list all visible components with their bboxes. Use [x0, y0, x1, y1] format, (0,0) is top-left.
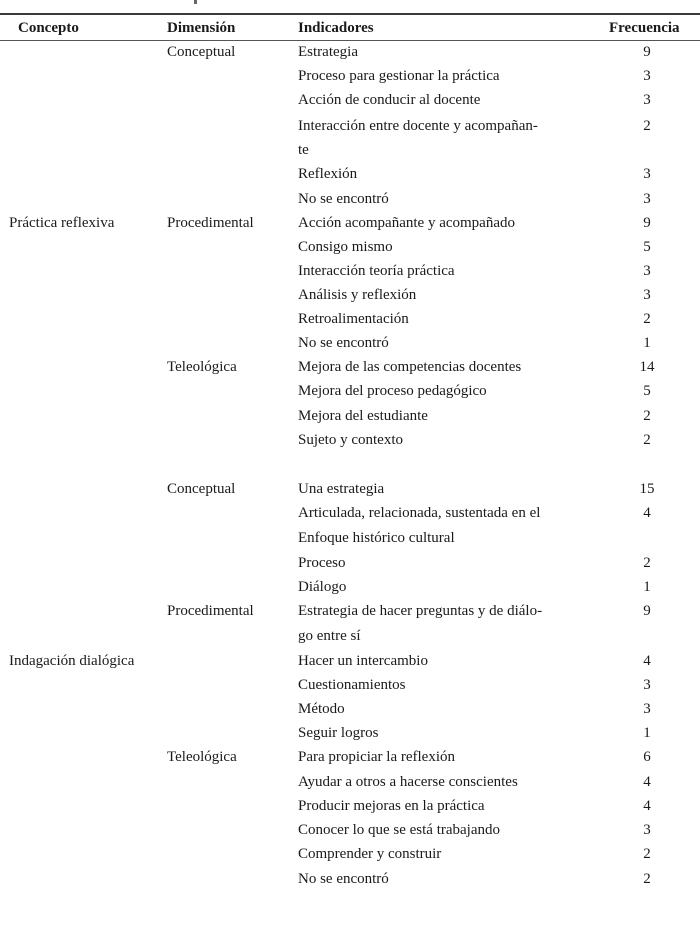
frequency-cell: 9	[643, 44, 651, 60]
frequency-cell: 6	[643, 749, 651, 765]
dimension-cell: Teleológica	[167, 749, 237, 765]
header-frecuencia: Frecuencia	[609, 20, 680, 36]
header-dimension: Dimensión	[167, 20, 236, 36]
indicator-cell: Para propiciar la reflexión	[298, 749, 456, 765]
frequency-cell: 3	[643, 166, 651, 182]
frequency-cell: 5	[643, 239, 651, 255]
indicator-cell: Consigo mismo	[298, 239, 393, 255]
cropped-title-fragment	[194, 0, 197, 4]
frequency-cell: 4	[643, 653, 651, 669]
frequency-cell: 4	[643, 505, 651, 521]
indicator-cell: Retroalimentación	[298, 311, 409, 327]
indicator-cell: Reflexión	[298, 166, 358, 182]
frequency-cell: 2	[643, 118, 651, 134]
indicator-cell: Proceso para gestionar la práctica	[298, 68, 500, 84]
frequency-cell: 3	[643, 263, 651, 279]
indicator-cell: Interacción teoría práctica	[298, 263, 455, 279]
header-bottom-rule	[0, 40, 700, 41]
dimension-cell: Procedimental	[167, 215, 254, 231]
dimension-cell: Conceptual	[167, 44, 236, 60]
indicator-cell: Mejora del proceso pedagógico	[298, 383, 487, 399]
indicator-cell: Estrategia	[298, 44, 358, 60]
frequency-cell: 3	[643, 92, 651, 108]
indicator-cell: Producir mejoras en la práctica	[298, 798, 485, 814]
indicator-cell: Cuestionamientos	[298, 677, 406, 693]
frequency-cell: 14	[639, 359, 655, 375]
table-top-rule	[0, 13, 700, 15]
indicator-cell: Hacer un intercambio	[298, 653, 428, 669]
indicator-cell: Acción de conducir al docente	[298, 92, 481, 108]
frequency-cell: 3	[643, 677, 651, 693]
frequency-cell: 9	[643, 215, 651, 231]
indicator-cell: Enfoque histórico cultural	[298, 530, 455, 546]
header-concepto: Concepto	[18, 20, 79, 36]
dimension-cell: Procedimental	[167, 603, 254, 619]
frequency-cell: 2	[643, 871, 651, 887]
indicator-cell: Ayudar a otros a hacerse conscientes	[298, 774, 518, 790]
frequency-cell: 3	[643, 287, 651, 303]
concept-cell: Indagación dialógica	[9, 653, 135, 669]
frequency-cell: 3	[643, 701, 651, 717]
indicator-cell: Conocer lo que se está trabajando	[298, 822, 501, 838]
frequency-cell: 2	[643, 846, 651, 862]
indicator-cell: Sujeto y contexto	[298, 432, 403, 448]
indicator-cell: Análisis y reflexión	[298, 287, 417, 303]
indicator-cell: Acción acompañante y acompañado	[298, 215, 515, 231]
dimension-cell: Teleológica	[167, 359, 237, 375]
indicator-cell: Método	[298, 701, 345, 717]
frequency-cell: 1	[643, 725, 651, 741]
frequency-cell: 15	[639, 481, 655, 497]
indicator-cell: Estrategia de hacer preguntas y de diálo-	[298, 603, 543, 619]
indicator-cell: Proceso	[298, 555, 346, 571]
frequency-cell: 2	[643, 432, 651, 448]
indicator-cell: Seguir logros	[298, 725, 379, 741]
indicator-cell: No se encontró	[298, 335, 389, 351]
indicator-cell: te	[298, 142, 309, 158]
frequency-cell: 4	[643, 798, 651, 814]
indicator-cell: Mejora de las competencias docentes	[298, 359, 522, 375]
frequency-cell: 3	[643, 191, 651, 207]
frequency-cell: 2	[643, 408, 651, 424]
indicator-cell: No se encontró	[298, 191, 389, 207]
frequency-cell: 1	[643, 579, 651, 595]
frequency-cell: 5	[643, 383, 651, 399]
frequency-cell: 3	[643, 68, 651, 84]
indicator-cell: Diálogo	[298, 579, 347, 595]
frequency-cell: 9	[643, 603, 651, 619]
indicator-cell: Interacción entre docente y acompañan-	[298, 118, 538, 134]
indicator-cell: Articulada, relacionada, sustentada en el	[298, 505, 541, 521]
indicator-cell: No se encontró	[298, 871, 389, 887]
header-indicadores: Indicadores	[298, 20, 374, 36]
indicator-cell: go entre sí	[298, 628, 361, 644]
frequency-cell: 3	[643, 822, 651, 838]
frequency-cell: 1	[643, 335, 651, 351]
concept-cell: Práctica reflexiva	[9, 215, 115, 231]
indicator-cell: Una estrategia	[298, 481, 385, 497]
dimension-cell: Conceptual	[167, 481, 236, 497]
indicator-cell: Comprender y construir	[298, 846, 442, 862]
frequency-cell: 2	[643, 555, 651, 571]
frequency-cell: 4	[643, 774, 651, 790]
indicator-cell: Mejora del estudiante	[298, 408, 428, 424]
frequency-cell: 2	[643, 311, 651, 327]
